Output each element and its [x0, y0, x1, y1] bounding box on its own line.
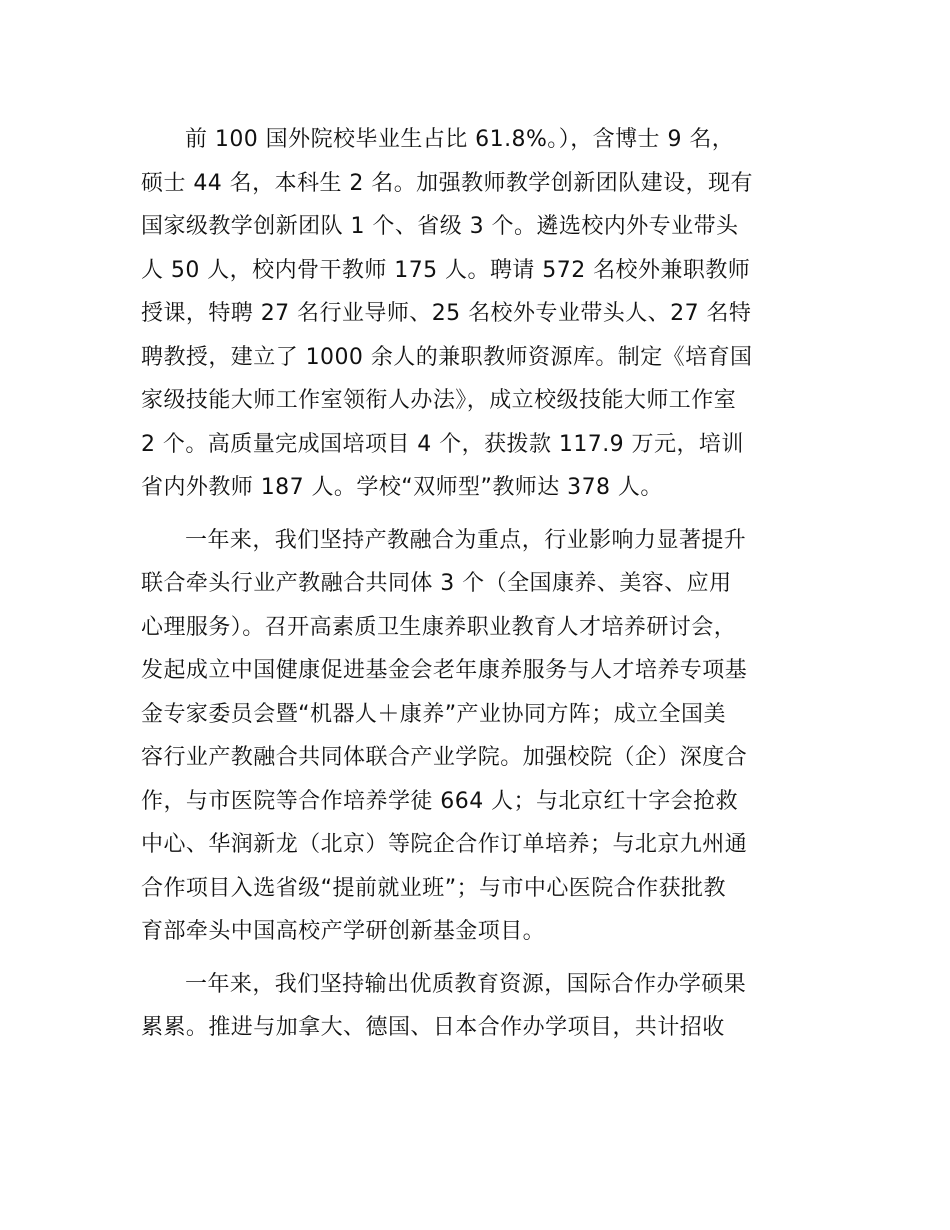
document-body: [141, 118, 811, 1059]
text-line: 作，与市医院等合作培养学徒 664 人；与北京红十字会抢救: [141, 788, 739, 814]
text-line: 前 100 国外院校毕业生占比 61.8%。），含博士 9 名，: [185, 127, 735, 152]
text-line: 2 个。高质量完成国培项目 4 个，获拨款 117.9 万元，培训: [141, 431, 744, 457]
text-line: 硕士 44 名，本科生 2 名。加强教师教学创新团队建设，现有: [141, 170, 753, 196]
text-line: 容行业产教融合共同体联合产业学院。加强校院（企）深度合: [141, 745, 748, 770]
text-line: 中心、华润新龙（北京）等院企合作订单培养；与北京九州通: [141, 832, 748, 857]
text-line: 家级技能大师工作室领衔人办法》，成立校级技能大师工作室: [141, 388, 737, 413]
text-line: 一年来，我们坚持产教融合为重点，行业影响力显著提升: [185, 527, 747, 553]
text-line: 授课，特聘 27 名行业导师、25 名校外专业带头人、27 名特: [141, 301, 752, 326]
paragraph-teacher-team: [141, 118, 811, 510]
text-line: 国家级教学创新团队 1 个、省级 3 个。遴选校内外专业带头: [141, 214, 739, 239]
text-line: 一年来，我们坚持输出优质教育资源，国际合作办学硕果: [185, 971, 747, 997]
text-line: 聘教授，建立了 1000 余人的兼职教师资源库。制定《培育国: [141, 344, 753, 370]
text-line: 心理服务）。召开高素质卫生康养职业教育人才培养研讨会，: [141, 614, 737, 640]
text-line: 省内外教师 187 人。学校“双师型”教师达 378 人。: [141, 475, 663, 500]
text-line: 累累。推进与加拿大、德国、日本合作办学项目，共计招收: [141, 1015, 725, 1040]
paragraph-industry-integration: [141, 519, 811, 954]
text-line: 人 50 人，校内骨干教师 175 人。聘请 572 名校外兼职教师: [141, 257, 751, 283]
text-line: 合作项目入选省级“提前就业班”；与市中心医院合作获批教: [141, 875, 726, 901]
text-line: 金专家委员会暨“机器人＋康养”产业协同方阵；成立全国美: [141, 701, 726, 727]
text-line: 发起成立中国健康促进基金会老年康养服务与人才培养专项基: [141, 658, 748, 683]
paragraph-international-cooperation: [141, 963, 811, 1050]
text-line: 联合牵头行业产教融合共同体 3 个（全国康养、美容、应用: [141, 571, 732, 596]
text-line: 育部牵头中国高校产学研创新基金项目。: [141, 919, 546, 944]
